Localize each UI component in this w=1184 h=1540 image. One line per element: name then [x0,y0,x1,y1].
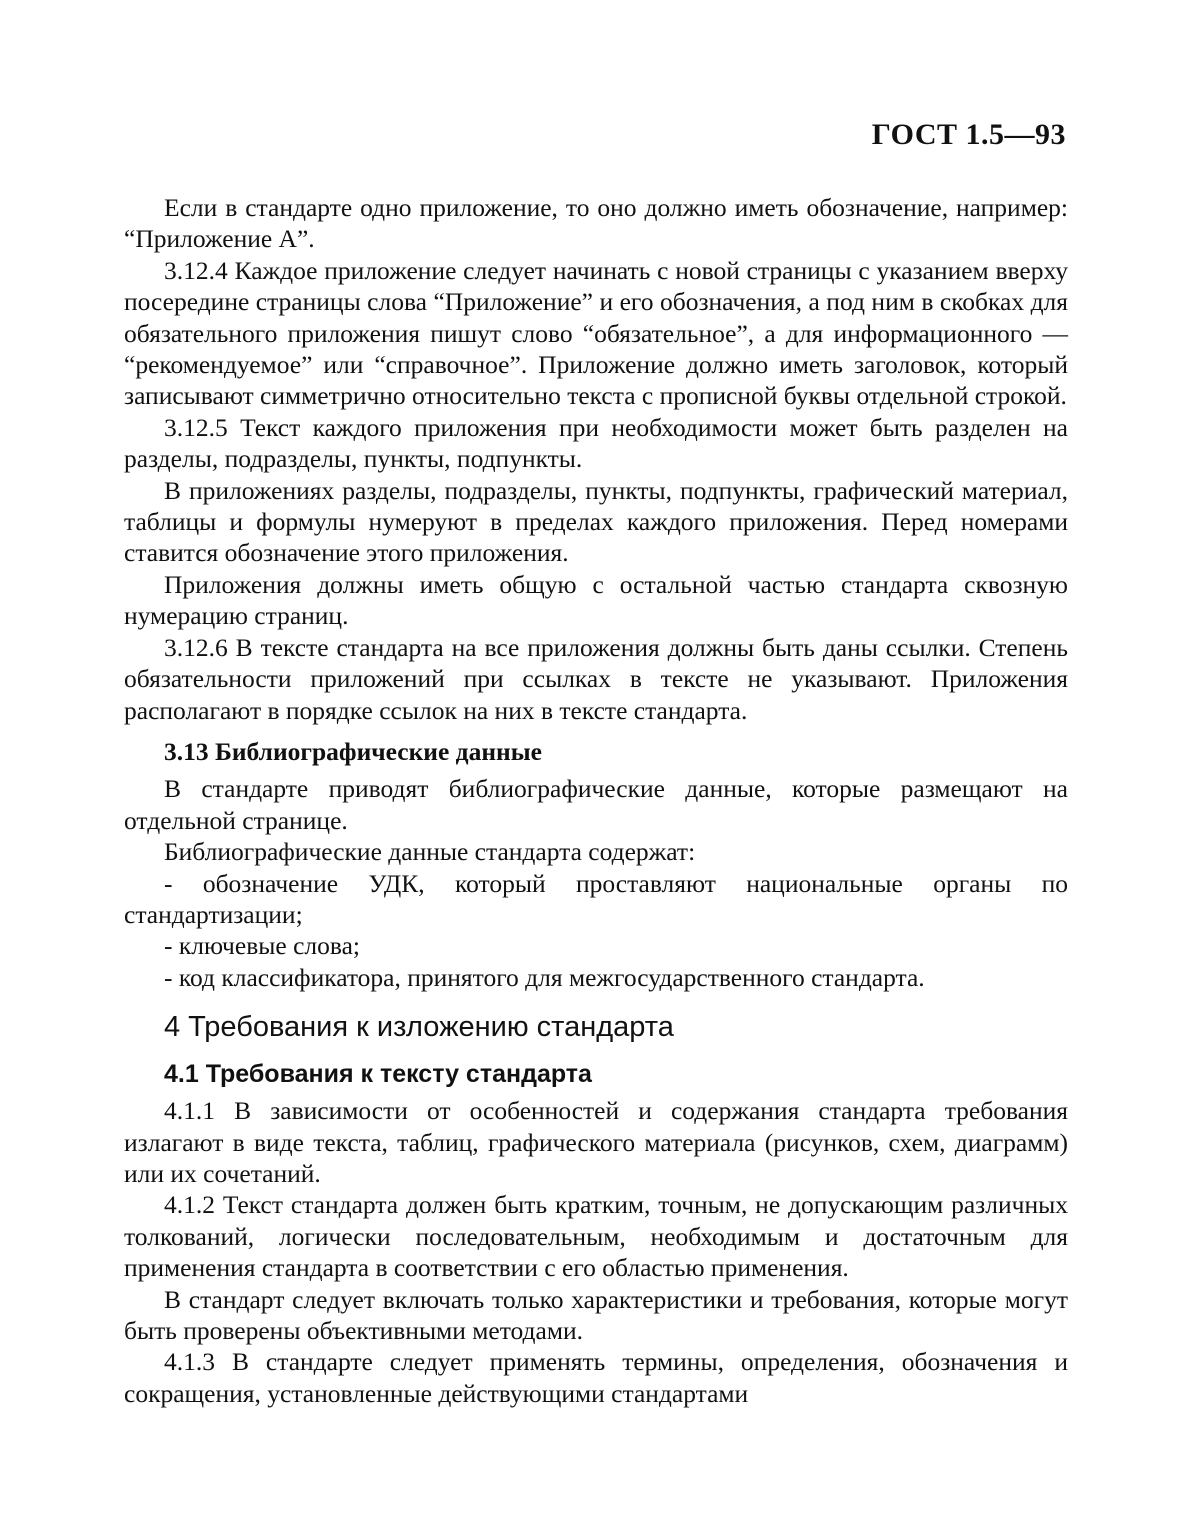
section-4-1-heading: 4.1 Требования к тексту стандарта [164,1060,592,1089]
list-item: - код классификатора, принятого для межгосударственного стандарта. [164,962,925,992]
paragraph-3-12-4: 3.12.4 Каждое приложение следует начинать с новой страницы с указанием вверху посередине страницы слова “Приложение” и его обозначения, а под ним в скобках для обязательного приложения пишут слово “обязательное”, а для информационного — “рекомендуемое” или “справочное”. Приложение должно иметь заголовок, который записывают симметрично относительно текста с прописной буквы отдельной строкой. [124,255,1068,411]
list-intro: Библиографические данные стандарта содержат: [164,837,696,867]
paragraph-3-12-5: 3.12.5 Текст каждого приложения при необходимости может быть разделен на разделы, подразделы, пункты, подпункты. [124,412,1068,474]
paragraph: Приложения должны иметь общую с остальной частью стандарта сквозную нумерацию страниц. [124,569,1068,631]
paragraph: Если в стандарте одно приложение, то оно должно иметь обозначение, например: “Приложение А”. [124,193,1068,254]
paragraph-3-12-6: 3.12.6 В тексте стандарта на все приложения должны быть даны ссылки. Степень обязательности приложений при ссылках в тексте не указывают. Приложения располагают в порядке ссылок на них в тексте стандарта. [124,632,1068,725]
section-4-heading: 4 Требования к изложению стандарта [164,1011,674,1044]
paragraph-4-1-1: 4.1.1 В зависимости от особенностей и содержания стандарта требования излагают в виде текста, таблиц, графического материала (рисунков, схем, диаграмм) или их сочетаний. [124,1096,1068,1188]
paragraph: В стандарте приводят библиографические данные, которые размещают на отдельной странице. [124,774,1068,835]
list-item: - ключевые слова; [164,931,360,961]
document-body [124,192,1068,1409]
paragraph-4-1-3: 4.1.3 В стандарте следует применять термины, определения, обозначения и сокращения, установленные действующими стандартами [124,1347,1068,1408]
section-3-13-heading: 3.13 Библиографические данные [164,736,542,766]
paragraph-4-1-2: 4.1.2 Текст стандарта должен быть кратким, точным, не допускающим различных толкований, логически последовательным, необходимым и достаточным для применения стандарта в соответствии с его областью применения. [124,1190,1068,1283]
document-header: ГОСТ 1.5—93 [871,118,1066,151]
paragraph: В приложениях разделы, подразделы, пункты, подпункты, графический материал, таблицы и формулы нумеруют в пределах каждого приложения. Перед номерами ставится обозначение этого приложения. [124,475,1068,568]
list-item: - обозначение УДК, который проставляют национальные органы по стандартизации; [124,868,1068,929]
paragraph: В стандарт следует включать только характеристики и требования, которые могут быть проверены объективными методами. [124,1284,1068,1345]
